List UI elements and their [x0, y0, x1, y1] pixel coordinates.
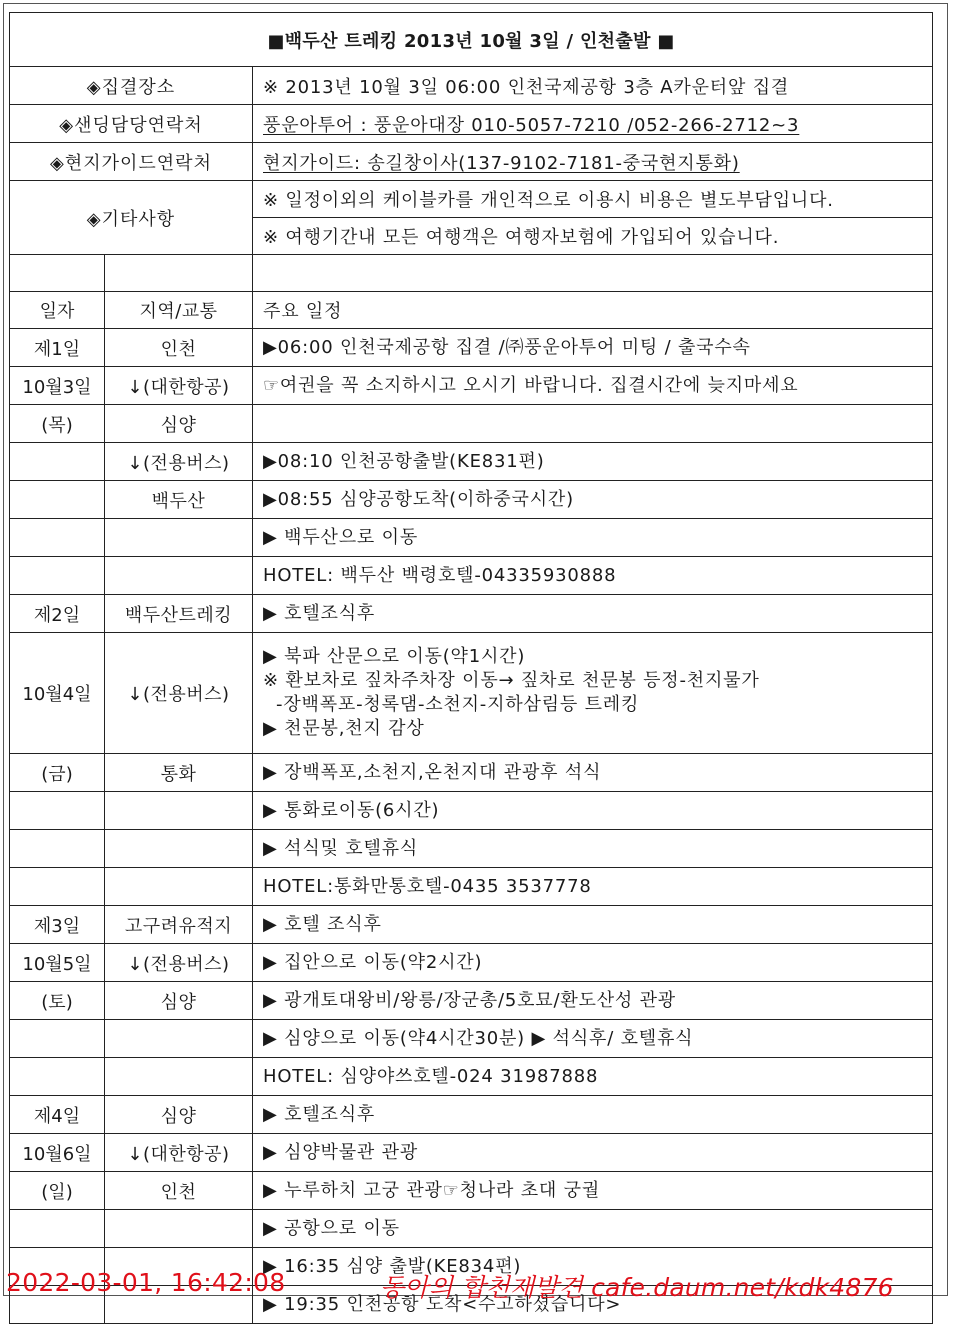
- table-header: [10, 292, 932, 329]
- sending-contact-row: [10, 105, 932, 143]
- row-day: (토): [10, 982, 105, 1019]
- sending-contact-label: ◈샌딩담당연락처: [10, 105, 253, 142]
- table-row: [10, 633, 932, 754]
- table-row: [10, 481, 932, 519]
- row-day: [10, 481, 105, 518]
- source-watermark: 동아의 합천재발견 cafe.daum.net/kdk4876: [380, 1273, 894, 1302]
- schedule-line: ▶ 누루하치 고궁 관광☞청나라 초대 궁궐: [263, 1179, 601, 1201]
- schedule-line: ☞여권을 꼭 소지하시고 오시기 바랍니다. 집결시간에 늦지마세요: [263, 374, 799, 396]
- row-day: [10, 1020, 105, 1057]
- header-place: 지역/교통: [105, 292, 253, 328]
- row-day: (목): [10, 405, 105, 442]
- row-schedule: [253, 1172, 932, 1209]
- row-schedule: [253, 944, 932, 981]
- etc-row: [10, 181, 932, 255]
- row-day: 10월4일: [10, 633, 105, 753]
- schedule-line: ※ 환보차로 짚차주차장 이동→ 짚차로 천문봉 등정-천지물가: [263, 670, 760, 691]
- row-day: [10, 830, 105, 867]
- row-day: 10월5일: [10, 944, 105, 981]
- schedule-line: ▶08:10 인천공항출발(KE831편): [263, 450, 545, 472]
- row-day: 10월6일: [10, 1134, 105, 1171]
- row-schedule: [253, 906, 932, 943]
- row-day: 제2일: [10, 595, 105, 632]
- row-schedule: [253, 982, 932, 1019]
- row-place: 심양: [105, 982, 253, 1019]
- schedule-line: ▶ 석식및 호텔휴식: [263, 837, 419, 859]
- schedule-line: ▶ 호텔 조식후: [263, 913, 382, 935]
- row-day: [10, 792, 105, 829]
- row-place: ↓(대한항공): [105, 1134, 253, 1171]
- row-place: 심양: [105, 1096, 253, 1133]
- meeting-place-value: ※ 2013년 10월 3일 06:00 인천국제공항 3층 A카운터앞 집결: [263, 76, 790, 98]
- guide-contact-row: [10, 143, 932, 181]
- etc-note: ※ 여행기간내 모든 여행객은 여행자보험에 가입되어 있습니다.: [263, 227, 780, 248]
- schedule-line: -장백폭포-청록댐-소천지-지하삼림등 트레킹: [263, 694, 640, 715]
- table-row: [10, 443, 932, 481]
- row-schedule: [253, 367, 932, 404]
- row-place: [105, 1058, 253, 1095]
- row-day: [10, 519, 105, 556]
- row-day: [10, 443, 105, 480]
- schedule-line: ▶ 심양박물관 관광: [263, 1141, 419, 1163]
- row-day: (일): [10, 1172, 105, 1209]
- row-place: [105, 830, 253, 867]
- schedule-line: ▶ 19:35 인천공항 도착<수고하셨습니다>: [263, 1293, 622, 1315]
- row-place: 백두산트레킹: [105, 595, 253, 632]
- table-row: [10, 830, 932, 868]
- table-row: [10, 557, 932, 595]
- document-title: ■백두산 트레킹 2013년 10월 3일 / 인천출발 ■: [10, 13, 932, 67]
- row-place: [105, 1020, 253, 1057]
- row-day: [10, 868, 105, 905]
- schedule-line: ▶ 16:35 심양 출발(KE834편): [263, 1255, 522, 1277]
- schedule-rows: [10, 329, 932, 1324]
- row-place: 인천: [105, 1172, 253, 1209]
- header-day: 일자: [10, 292, 105, 328]
- row-schedule: [253, 329, 932, 366]
- etc-note: ※ 일정이외의 케이블카를 개인적으로 이용시 비용은 별도부담입니다.: [253, 181, 932, 218]
- row-day: 제4일: [10, 1096, 105, 1133]
- schedule-line: ▶ 공항으로 이동: [263, 1217, 400, 1239]
- table-row: [10, 1020, 932, 1058]
- row-schedule: [253, 1058, 932, 1095]
- table-row: [10, 1210, 932, 1248]
- schedule-line: ▶ 장백폭포,소천지,온천지대 관광후 석식: [263, 761, 602, 783]
- schedule-line: ▶ 통화로이동(6시간): [263, 799, 440, 821]
- itinerary-document: [9, 12, 933, 1324]
- schedule-line: ▶ 심양으로 이동(약4시간30분) ▶ 석식후/ 호텔휴식: [263, 1027, 694, 1049]
- row-day: 제1일: [10, 329, 105, 366]
- schedule-line: ▶08:55 심양공항도착(이하중국시간): [263, 488, 574, 510]
- schedule-line: ▶ 광개토대왕비/왕릉/장군총/5호묘/환도산성 관광: [263, 989, 676, 1011]
- table-row: [10, 405, 932, 443]
- row-schedule: [253, 1134, 932, 1171]
- table-row: [10, 906, 932, 944]
- guide-contact-value: 현지가이드: 송길창이사(137-9102-7181-중국현지통화): [263, 152, 740, 174]
- etc-label: ◈기타사항: [10, 181, 253, 254]
- table-row: [10, 944, 932, 982]
- row-place: [105, 557, 253, 594]
- table-row: [10, 367, 932, 405]
- row-place: [105, 868, 253, 905]
- meeting-place-label: ◈집결장소: [10, 67, 253, 104]
- guide-contact-label: ◈현지가이드연락처: [10, 143, 253, 180]
- row-place: ↓(전용버스): [105, 944, 253, 981]
- row-place: ↓(전용버스): [105, 443, 253, 480]
- row-day: 제3일: [10, 906, 105, 943]
- table-row: [10, 792, 932, 830]
- row-day: 10월3일: [10, 367, 105, 404]
- row-place: ↓(대한항공): [105, 367, 253, 404]
- schedule-line: HOTEL: 백두산 백령호텔-04335930888: [263, 564, 617, 586]
- table-row: [10, 868, 932, 906]
- row-schedule: [253, 1210, 932, 1247]
- row-place: 백두산: [105, 481, 253, 518]
- schedule-line: HOTEL:통화만통호텔-0435 3537778: [263, 875, 592, 897]
- table-row: [10, 1172, 932, 1210]
- row-schedule: [253, 1096, 932, 1133]
- schedule-line: HOTEL: 심양야쓰호텔-024 31987888: [263, 1065, 599, 1087]
- schedule-line: ▶ 호텔조식후: [263, 1103, 376, 1125]
- schedule-line: ▶06:00 인천국제공항 집결 /㈜풍운아투어 미팅 / 출국수속: [263, 336, 751, 358]
- row-place: 통화: [105, 754, 253, 791]
- schedule-line: ▶ 천문봉,천지 감상: [263, 718, 425, 739]
- row-place: [105, 519, 253, 556]
- row-place: 인천: [105, 329, 253, 366]
- row-place: ↓(전용버스): [105, 633, 253, 753]
- header-schedule: 주요 일정: [263, 301, 343, 322]
- row-day: [10, 557, 105, 594]
- table-row: [10, 519, 932, 557]
- row-place: 심양: [105, 405, 253, 442]
- schedule-line: ▶ 호텔조식후: [263, 602, 376, 624]
- timestamp-watermark: 2022-03-01, 16:42:08: [6, 1268, 286, 1297]
- row-schedule: [253, 792, 932, 829]
- table-row: [10, 982, 932, 1020]
- table-row: [10, 1058, 932, 1096]
- table-row: [10, 329, 932, 367]
- row-schedule: [253, 481, 932, 518]
- row-schedule: [253, 754, 932, 791]
- table-row: [10, 595, 932, 633]
- row-day: (금): [10, 754, 105, 791]
- row-schedule: [253, 443, 932, 480]
- sending-contact-value: 풍운아투어 : 풍운아대장 010-5057-7210 /052-266-2712~3: [263, 114, 800, 136]
- meeting-place-row: [10, 67, 932, 105]
- table-row: [10, 1134, 932, 1172]
- blank-row: [10, 255, 932, 292]
- row-day: [10, 1058, 105, 1095]
- schedule-line: ▶ 북파 산문으로 이동(약1시간): [263, 646, 526, 667]
- row-schedule: [253, 557, 932, 594]
- row-day: [10, 1210, 105, 1247]
- row-schedule: [253, 868, 932, 905]
- row-place: 고구려유적지: [105, 906, 253, 943]
- table-row: [10, 1096, 932, 1134]
- row-schedule: [253, 633, 932, 753]
- row-place: [105, 1210, 253, 1247]
- row-schedule: [253, 405, 932, 442]
- row-schedule: [253, 519, 932, 556]
- row-place: [105, 792, 253, 829]
- schedule-line: ▶ 백두산으로 이동: [263, 526, 419, 548]
- row-schedule: [253, 595, 932, 632]
- row-schedule: [253, 1020, 932, 1057]
- table-row: [10, 754, 932, 792]
- schedule-line: ▶ 집안으로 이동(약2시간): [263, 951, 483, 973]
- row-schedule: [253, 830, 932, 867]
